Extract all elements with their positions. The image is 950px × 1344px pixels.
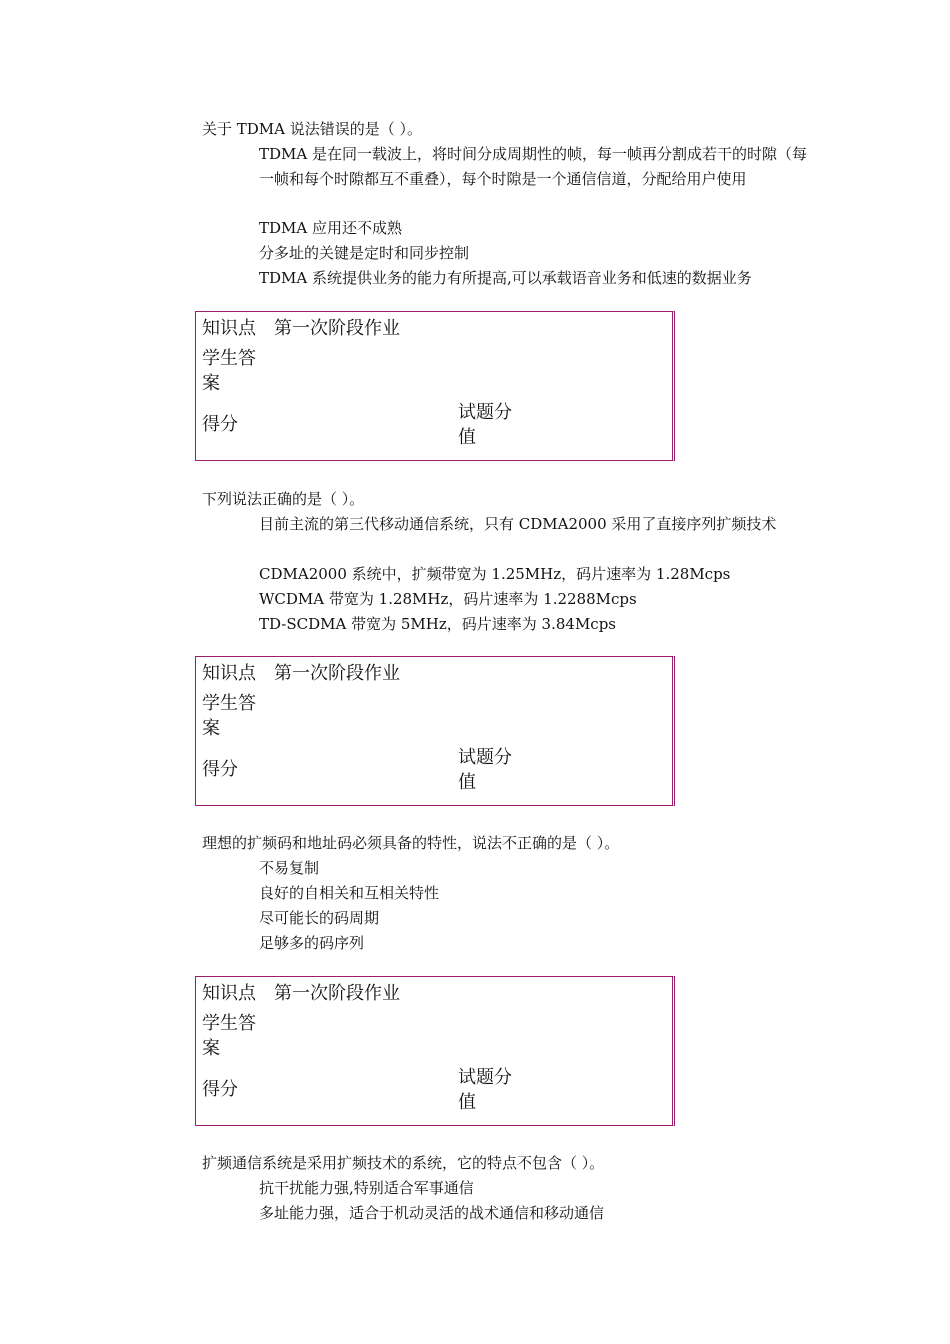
question-value-label: 试题分值 <box>458 1067 512 1113</box>
knowledge-point-value: 第一次阶段作业 <box>274 663 400 684</box>
option-text: TDMA 是在同一载波上，将时间分成周期性的帧，每一帧再分割成若干的时隙（每一帧和每个时隙都互不重叠），每个时隙是一个通信信道，分配给用户使用 <box>259 145 807 188</box>
answer-info-table <box>195 976 675 1126</box>
question-stem: 关于 TDMA 说法错误的是（ ）。 <box>202 120 423 138</box>
option-text: 多址能力强，适合于机动灵活的战术通信和移动通信 <box>259 1204 605 1222</box>
student-answer-label: 学生答案 <box>202 1013 256 1059</box>
knowledge-point-value: 第一次阶段作业 <box>274 983 400 1004</box>
question-value-label: 试题分值 <box>458 402 512 448</box>
question-stem: 理想的扩频码和地址码必须具备的特性，说法不正确的是（ ）。 <box>202 834 620 852</box>
option-text: 足够多的码序列 <box>259 934 365 952</box>
option-text: 良好的自相关和互相关特性 <box>259 884 440 902</box>
student-answer-label: 学生答案 <box>202 693 256 739</box>
option-text: 目前主流的第三代移动通信系统，只有 CDMA2000 采用了直接序列扩频技术 <box>259 515 777 533</box>
knowledge-point-label: 知识点 <box>202 318 256 339</box>
option-text: 不易复制 <box>259 859 320 877</box>
option-text: TD-SCDMA 带宽为 5MHz，码片速率为 3.84Mcps <box>259 615 616 633</box>
student-answer-label: 学生答案 <box>202 348 256 394</box>
question-value-label: 试题分值 <box>458 747 512 793</box>
option-text: WCDMA 带宽为 1.28MHz，码片速率为 1.2288Mcps <box>259 590 637 608</box>
option-text: 抗干扰能力强,特别适合军事通信 <box>259 1179 474 1197</box>
option-text: CDMA2000 系统中，扩频带宽为 1.25MHz，码片速率为 1.28Mcps <box>259 565 731 583</box>
knowledge-point-label: 知识点 <box>202 983 256 1004</box>
answer-info-table <box>195 656 675 806</box>
score-label: 得分 <box>202 414 238 435</box>
option-text: 分多址的关键是定时和同步控制 <box>259 244 470 262</box>
answer-info-table <box>195 311 675 461</box>
option-text: TDMA 应用还不成熟 <box>259 219 402 237</box>
question-stem: 下列说法正确的是（ ）。 <box>202 490 365 508</box>
knowledge-point-label: 知识点 <box>202 663 256 684</box>
option-text: TDMA 系统提供业务的能力有所提高,可以承载语音业务和低速的数据业务 <box>259 269 752 287</box>
score-label: 得分 <box>202 1079 238 1100</box>
knowledge-point-value: 第一次阶段作业 <box>274 318 400 339</box>
option-text: 尽可能长的码周期 <box>259 909 380 927</box>
score-label: 得分 <box>202 759 238 780</box>
question-stem: 扩频通信系统是采用扩频技术的系统，它的特点不包含（ ）。 <box>202 1154 605 1172</box>
